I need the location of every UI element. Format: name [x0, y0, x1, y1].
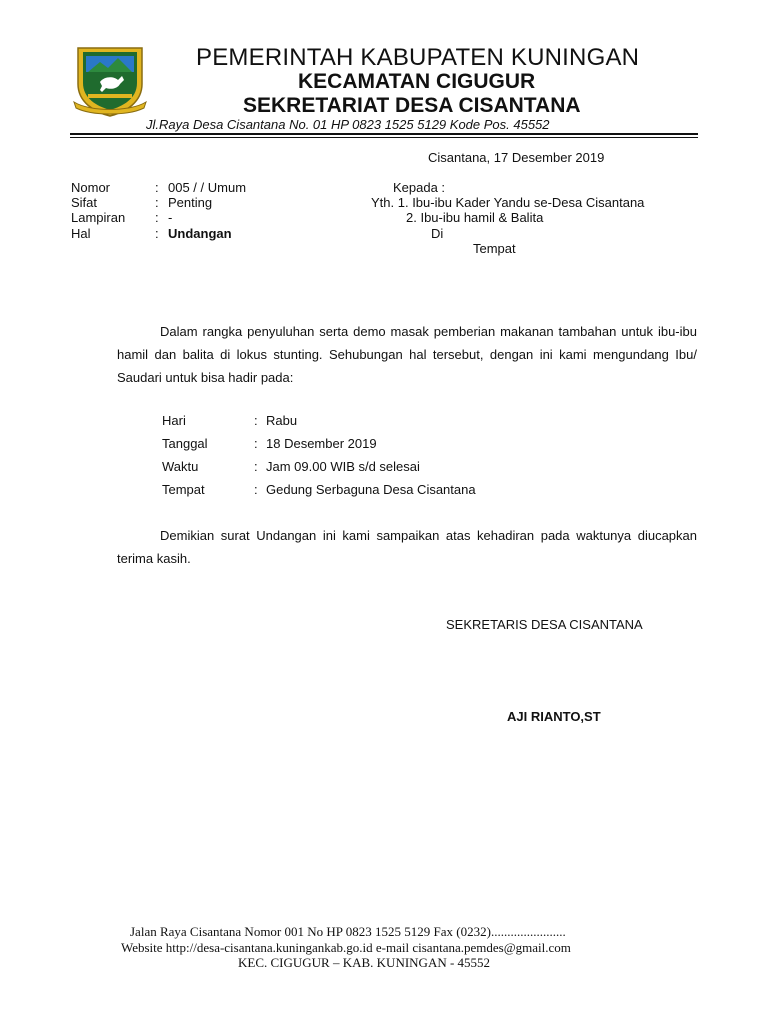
detail-label-tanggal: Tanggal — [162, 436, 208, 451]
detail-value-waktu: Jam 09.00 WIB s/d selesai — [266, 459, 420, 474]
letterhead-rule-thin — [70, 137, 698, 138]
detail-value-hari: Rabu — [266, 413, 298, 428]
meta-label-lampiran: Lampiran — [71, 210, 126, 225]
letterhead-rule-thick — [70, 133, 698, 135]
detail-value-tempat: Gedung Serbaguna Desa Cisantana — [266, 482, 476, 497]
meta-colon: : — [155, 226, 159, 241]
detail-label-waktu: Waktu — [162, 459, 199, 474]
body-paragraph-2 — [117, 524, 697, 570]
signature-title: SEKRETARIS DESA CISANTANA — [446, 617, 643, 632]
recipient-line-2: 2. Ibu-ibu hamil & Balita — [406, 210, 544, 225]
meta-label-nomor: Nomor — [71, 180, 111, 195]
footer-address: Jalan Raya Cisantana Nomor 001 No HP 0823 1525 5129 Fax (0232)....................... — [130, 924, 566, 939]
recipient-kepada: Kepada : — [393, 180, 446, 195]
detail-label-tempat: Tempat — [162, 482, 205, 497]
signature-name: AJI RIANTO,ST — [507, 709, 601, 724]
letter-date: Cisantana, 17 Desember 2019 — [428, 150, 605, 165]
recipient-di: Di — [431, 226, 444, 241]
letterhead-secretariat: SEKRETARIAT DESA CISANTANA — [243, 94, 581, 117]
letterhead-district: KECAMATAN CIGUGUR — [298, 70, 536, 93]
meta-value-lampiran: - — [168, 210, 173, 225]
meta-colon: : — [155, 195, 159, 210]
kuningan-regency-emblem-icon — [70, 42, 150, 118]
recipient-tempat: Tempat — [473, 241, 516, 256]
recipient-line-1: Yth. 1. Ibu-ibu Kader Yandu se-Desa Cisantana — [371, 195, 645, 210]
detail-colon: : — [254, 413, 258, 428]
body-paragraph-1-text: Dalam rangka penyuluhan serta demo masak pemberian makanan tambahan untuk ibu-ibu hamil dan balita di lokus stunting. Sehubungan hal tersebut, dengan ini kami mengundang Ibu/ Saudari untuk bisa hadir pada: — [117, 324, 697, 385]
detail-colon: : — [254, 436, 258, 451]
meta-label-hal: Hal — [71, 226, 91, 241]
detail-value-tanggal: 18 Desember 2019 — [266, 436, 377, 451]
meta-label-sifat: Sifat — [71, 195, 98, 210]
meta-colon: : — [155, 180, 159, 195]
detail-label-hari: Hari — [162, 413, 186, 428]
footer-website: Website http://desa-cisantana.kuningankab.go.id e-mail cisantana.pemdes@gmail.com — [121, 940, 571, 955]
meta-value-hal: Undangan — [168, 226, 232, 241]
detail-colon: : — [254, 482, 258, 497]
body-paragraph-2-text: Demikian surat Undangan ini kami sampaikan atas kehadiran pada waktunya diucapkan terima kasih. — [117, 528, 697, 566]
detail-colon: : — [254, 459, 258, 474]
meta-value-nomor: 005 / / Umum — [168, 180, 247, 195]
meta-value-sifat: Penting — [168, 195, 213, 210]
footer-district: KEC. CIGUGUR – KAB. KUNINGAN - 45552 — [238, 955, 491, 970]
body-paragraph-1 — [117, 320, 697, 389]
letterhead-regency: PEMERINTAH KABUPATEN KUNINGAN — [196, 44, 640, 71]
letterhead-address: Jl.Raya Desa Cisantana No. 01 HP 0823 1525 5129 Kode Pos. 45552 — [146, 117, 550, 132]
meta-colon: : — [155, 210, 159, 225]
